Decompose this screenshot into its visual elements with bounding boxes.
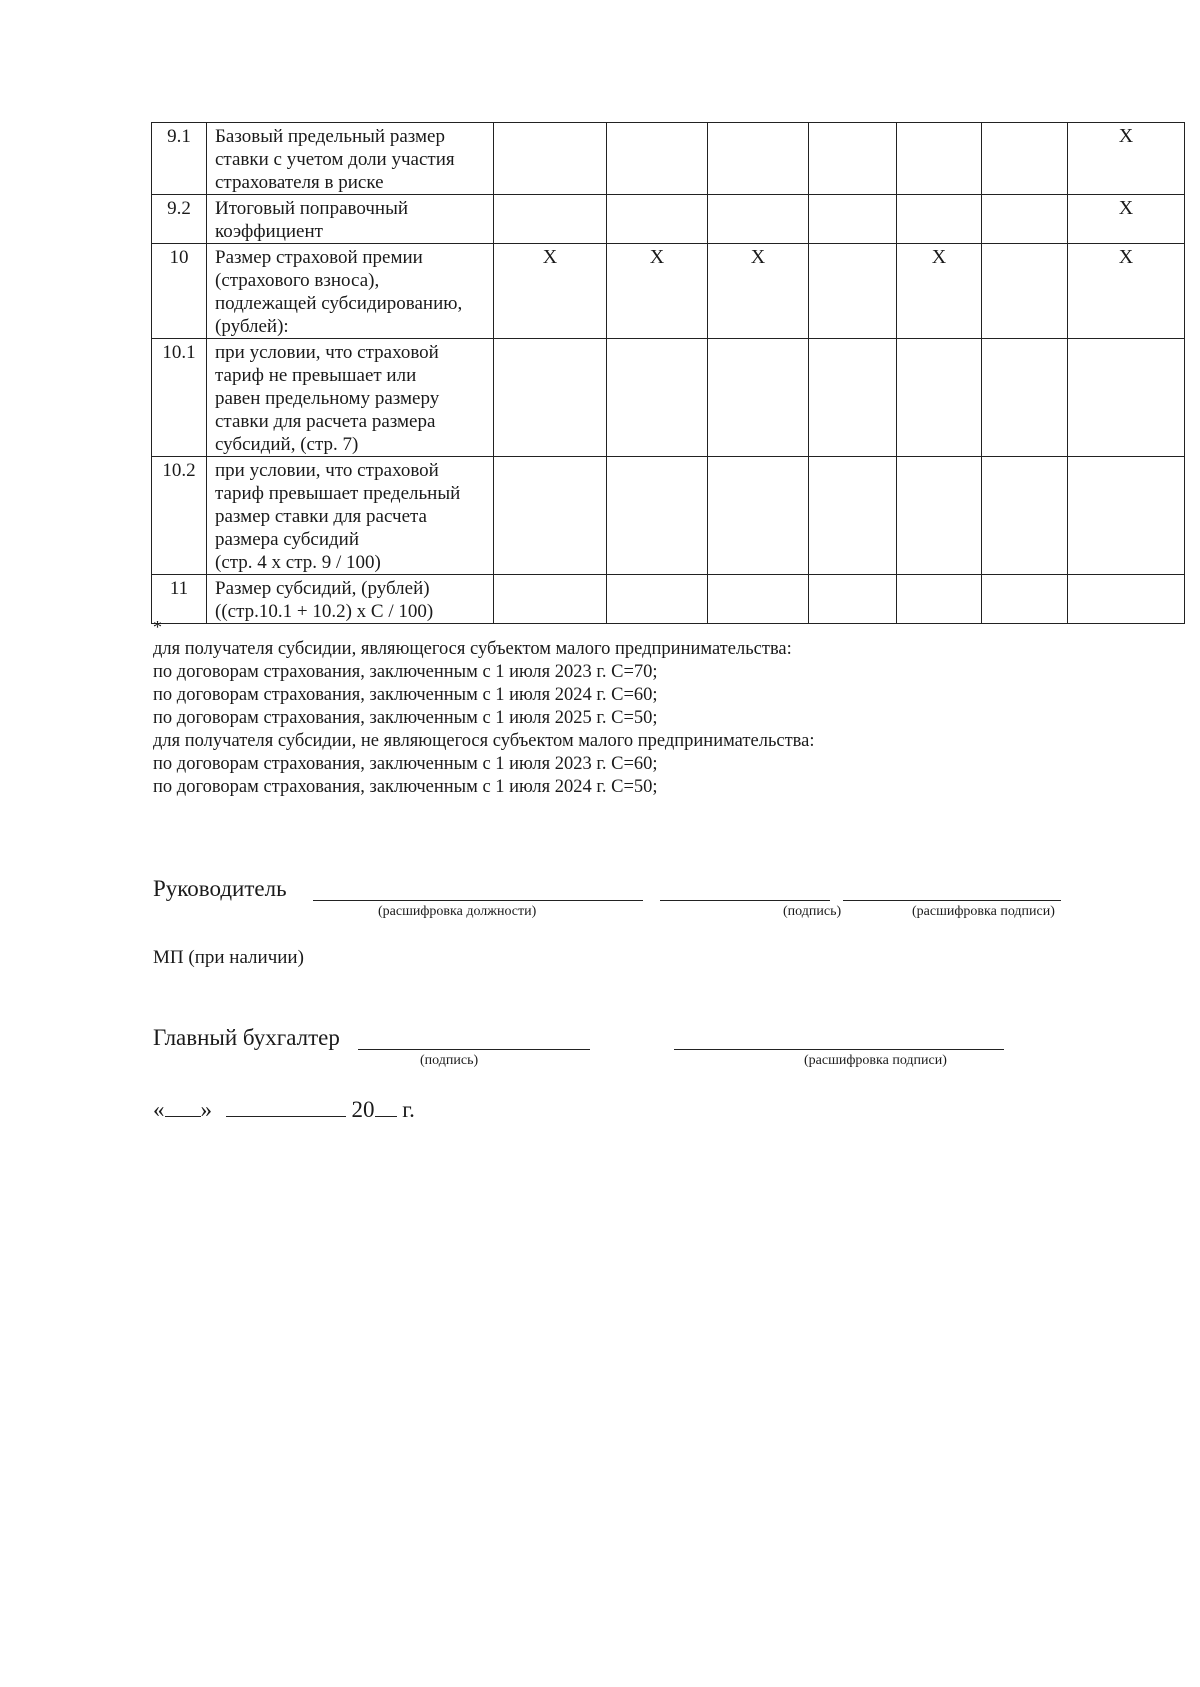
description-line: Размер субсидий, (рублей) [215,578,430,599]
row-description [207,575,494,624]
value-cell [494,195,607,244]
row-description [207,195,494,244]
row-number: 10.2 [152,457,207,575]
head-signature-line [660,900,830,901]
value-cell [1068,457,1185,575]
row-number: 9.1 [152,123,207,195]
value-cell [982,339,1068,457]
description-line: субсидий, (стр. 7) [215,434,359,455]
value-cell [708,339,809,457]
value-cell: Х [1068,123,1185,195]
footnote-line: по договорам страхования, заключенным с 1 июля 2023 г. С=60; [153,754,658,774]
footnote-star: * [153,617,162,637]
description-line: Размер страховой премии [215,247,423,268]
footnote-line: по договорам страхования, заключенным с 1 июля 2023 г. С=70; [153,662,658,682]
table-row [152,457,1185,575]
description-line: Итоговый поправочный [215,198,409,219]
footnote-line: по договорам страхования, заключенным с 1 июля 2025 г. С=50; [153,708,658,728]
table-body [152,123,1185,624]
description-line: при условии, что страховой [215,342,439,363]
head-label: Руководитель [153,876,287,901]
description-line: ставки для расчета размера [215,411,436,432]
head-name-caption: (расшифровка подписи) [912,904,1055,919]
head-signature-caption: (подпись) [783,904,842,919]
head-position-caption: (расшифровка должности) [378,904,537,919]
value-cell [809,195,897,244]
value-cell [494,575,607,624]
value-cell [897,195,982,244]
table-row [152,575,1185,624]
footnote-line: для получателя субсидии, не являющегося субъектом малого предпринимательства: [153,731,815,751]
value-cell [1068,339,1185,457]
date-open-quote: « [153,1097,165,1122]
row-number: 10 [152,244,207,339]
value-cell [897,123,982,195]
value-cell: Х [708,244,809,339]
table-row [152,123,1185,195]
value-cell: Х [1068,195,1185,244]
year-suffix: г. [402,1097,415,1122]
footnote-line: для получателя субсидии, являющегося субъектом малого предпринимательства: [153,639,792,659]
value-cell: Х [494,244,607,339]
value-cell [708,195,809,244]
row-description [207,244,494,339]
value-cell [982,575,1068,624]
value-cell [809,244,897,339]
footnote-line: по договорам страхования, заключенным с 1 июля 2024 г. С=50; [153,777,658,797]
description-line: равен предельному размеру [215,388,440,409]
description-line: размера субсидий [215,529,360,550]
value-cell [494,123,607,195]
value-cell [809,457,897,575]
value-cell: Х [607,244,708,339]
value-cell [982,457,1068,575]
subsidy-calculation-table [151,122,1185,624]
accountant-signature-line [358,1049,590,1050]
description-line: (стр. 4 х стр. 9 / 100) [215,552,381,573]
description-line: (рублей): [215,316,289,337]
value-cell [982,244,1068,339]
accountant-label: Главный бухгалтер [153,1025,340,1050]
value-cell [1068,575,1185,624]
accountant-name-caption: (расшифровка подписи) [804,1053,947,1068]
description-line: тариф превышает предельный [215,483,461,504]
value-cell [607,123,708,195]
row-description [207,457,494,575]
value-cell: Х [1068,244,1185,339]
row-description [207,123,494,195]
description-line: подлежащей субсидированию, [215,293,463,314]
value-cell [494,457,607,575]
footnote-line: по договорам страхования, заключенным с 1 июля 2024 г. С=60; [153,685,658,705]
value-cell [708,123,809,195]
value-cell [607,457,708,575]
head-name-line [843,900,1061,901]
table-row [152,339,1185,457]
value-cell [607,575,708,624]
value-cell: Х [897,244,982,339]
value-cell [809,339,897,457]
row-description [207,339,494,457]
description-line: Базовый предельный размер [215,126,445,147]
description-line: тариф не превышает или [215,365,417,386]
value-cell [982,195,1068,244]
description-line: коэффициент [215,221,323,242]
value-cell [809,123,897,195]
description-line: ((стр.10.1 + 10.2) х С / 100) [215,601,434,622]
value-cell [708,575,809,624]
accountant-name-line [674,1049,1004,1050]
description-line: размер ставки для расчета [215,506,427,527]
stamp-placeholder: МП (при наличии) [153,947,304,968]
date-close-quote: » [200,1097,212,1122]
value-cell [897,339,982,457]
date-line [153,1094,415,1123]
value-cell [607,195,708,244]
description-line: страхователя в риске [215,172,384,193]
value-cell [809,575,897,624]
value-cell [897,457,982,575]
day-blank [165,1094,201,1117]
description-line: при условии, что страховой [215,460,439,481]
year-blank [375,1094,397,1117]
head-position-line [313,900,643,901]
value-cell [708,457,809,575]
description-line: (страхового взноса), [215,270,380,291]
row-number: 9.2 [152,195,207,244]
row-number: 10.1 [152,339,207,457]
accountant-signature-caption: (подпись) [420,1053,479,1068]
month-blank [226,1094,346,1117]
description-line: ставки с учетом доли участия [215,149,455,170]
value-cell [897,575,982,624]
value-cell [494,339,607,457]
table-row [152,244,1185,339]
table-row [152,195,1185,244]
footnote-notes [153,638,1153,799]
year-prefix: 20 [351,1097,375,1122]
row-number: 11 [152,575,207,624]
value-cell [982,123,1068,195]
value-cell [607,339,708,457]
